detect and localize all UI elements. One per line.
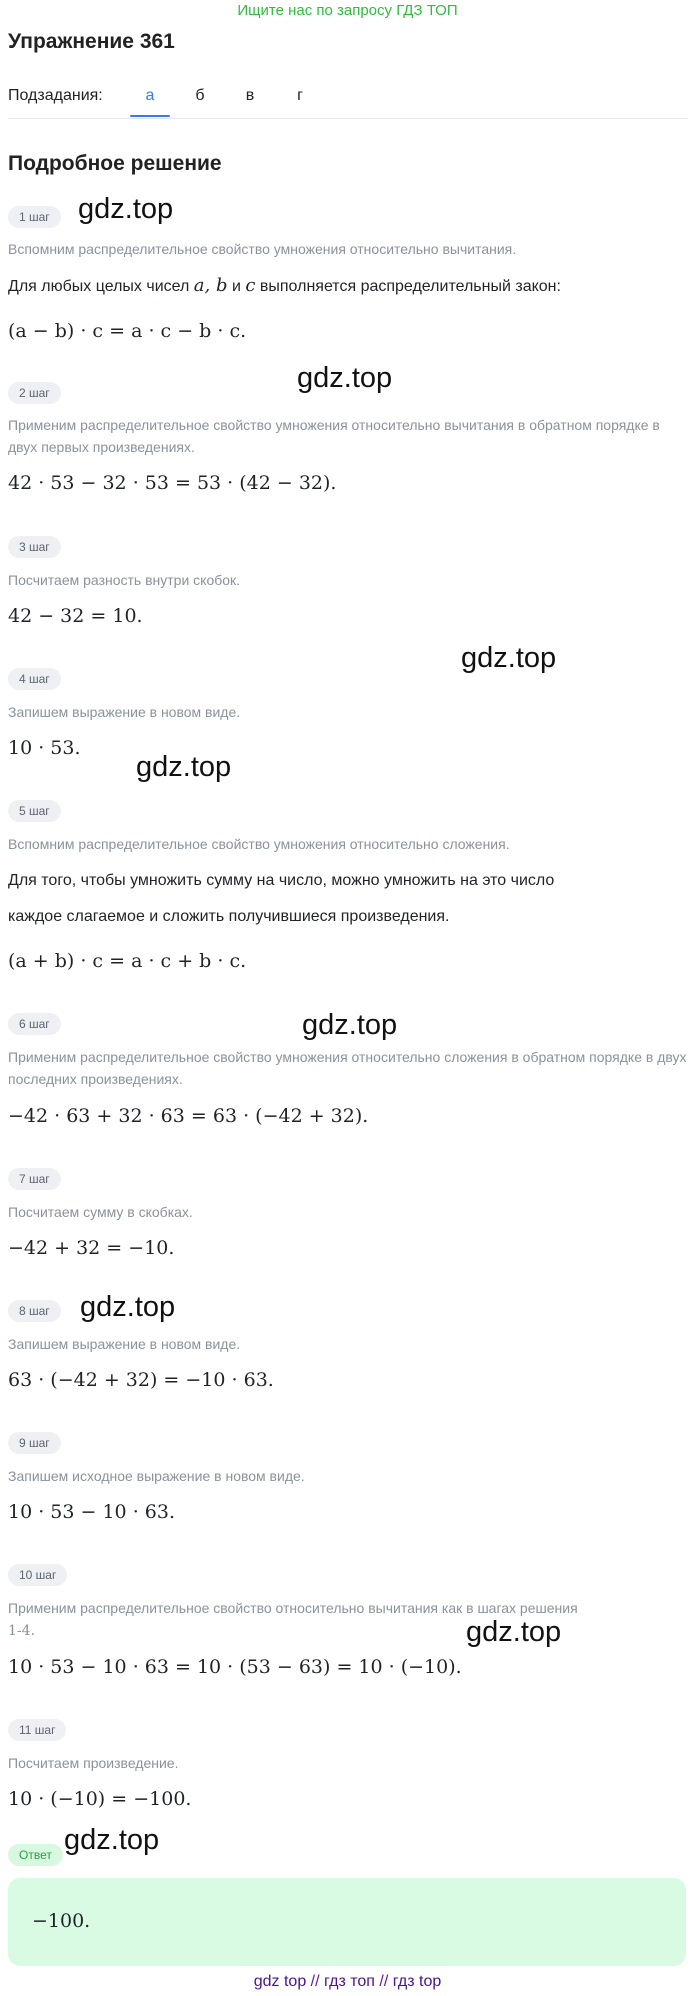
- step-formula: (a − b) · c = a · c − b · c.: [8, 320, 247, 342]
- step-badge: 8 шаг: [8, 1300, 61, 1322]
- answer-box: [8, 1878, 686, 1966]
- section-title: Подробное решение: [8, 152, 222, 175]
- step-description: Применим распределительное свойство умножения относительно вычитания в обратном порядке в двух первых произведениях.: [8, 417, 660, 455]
- watermark: gdz.top: [64, 1824, 160, 1856]
- step-text-post: выполняется распределительный закон:: [259, 278, 561, 295]
- step-badge: 3 шаг: [8, 536, 61, 558]
- promo-banner: Ищите нас по запросу ГДЗ ТОП: [237, 2, 458, 19]
- step-description: Запишем выражение в новом виде.: [8, 1336, 241, 1352]
- step-badge: 7 шаг: [8, 1168, 61, 1190]
- step-formula: −42 · 63 + 32 · 63 = 63 · (−42 + 32).: [8, 1105, 369, 1127]
- step-badge: 4 шаг: [8, 668, 61, 690]
- step-badge: 11 шаг: [8, 1719, 66, 1741]
- watermark: gdz.top: [461, 642, 557, 674]
- answer-badge: Ответ: [8, 1844, 63, 1866]
- step-badge: 5 шаг: [8, 800, 61, 822]
- watermark: gdz.top: [302, 1009, 398, 1041]
- step-badge: 1 шаг: [8, 206, 61, 228]
- step-formula: (a + b) · c = a · c + b · c.: [8, 950, 247, 972]
- step-description: Вспомним распределительное свойство умножения относительно сложения.: [8, 836, 510, 852]
- step-formula: 10 · 53 − 10 · 63.: [8, 1501, 175, 1523]
- footer-link-gdz-top-ru[interactable]: гдз топ: [324, 1973, 375, 1990]
- answer-formula: −100.: [32, 1910, 91, 1932]
- step-formula: 63 · (−42 + 32) = −10 · 63.: [8, 1369, 274, 1391]
- step-formula: 10 · 53 − 10 · 63 = 10 · (53 − 63) = 10 · (−10).: [8, 1656, 462, 1678]
- tab-v[interactable]: в: [245, 87, 255, 104]
- watermark: gdz.top: [78, 193, 174, 225]
- watermark: gdz.top: [466, 1616, 562, 1648]
- footer-separator: //: [310, 1973, 320, 1990]
- footer-links: [0, 1970, 695, 1994]
- footer-link-gdz-top-mixed[interactable]: гдз top: [392, 1973, 442, 1990]
- step-formula: −42 + 32 = −10.: [8, 1237, 175, 1259]
- watermark: gdz.top: [136, 751, 232, 783]
- step-description: Посчитаем сумму в скобках.: [8, 1204, 193, 1220]
- step-text-vars: a, b: [193, 275, 228, 296]
- subtasks-label: Подзадания:: [8, 87, 103, 104]
- footer-link-gdz-top[interactable]: gdz top: [253, 1973, 307, 1990]
- step-description: Запишем исходное выражение в новом виде.: [8, 1468, 305, 1484]
- step-badge: 6 шаг: [8, 1013, 61, 1035]
- step-formula: 10 · 53.: [8, 737, 81, 759]
- step-description: Посчитаем произведение.: [8, 1755, 179, 1771]
- step-formula: 42 − 32 = 10.: [8, 605, 143, 627]
- step-badge: 2 шаг: [8, 382, 61, 404]
- step-description: Запишем выражение в новом виде.: [8, 704, 241, 720]
- tab-a[interactable]: а: [130, 86, 170, 106]
- step-text: Для того, чтобы умножить сумму на число, можно умножить на это число: [8, 872, 555, 889]
- footer-separator: //: [379, 1973, 389, 1990]
- step-text: каждое слагаемое и сложить получившиеся произведения.: [8, 908, 450, 925]
- step-reference: 1-4.: [8, 1623, 35, 1639]
- subtasks-bar: [8, 86, 688, 119]
- step-description: Вспомним распределительное свойство умножения относительно вычитания.: [8, 241, 517, 257]
- step-description-text: Применим распределительное свойство относительно вычитания как в шагах решения: [8, 1600, 578, 1616]
- step-text-and: и: [231, 278, 241, 295]
- step-formula: 10 · (−10) = −100.: [8, 1788, 192, 1810]
- tab-g[interactable]: г: [297, 87, 303, 104]
- step-formula: 42 · 53 − 32 · 53 = 53 · (42 − 32).: [8, 472, 337, 494]
- step-badge: 10 шаг: [8, 1564, 67, 1586]
- step-description: Применим распределительное свойство умножения относительно сложения в обратном порядке в двух последних произведениях.: [8, 1049, 687, 1087]
- watermark: gdz.top: [80, 1291, 176, 1323]
- step-description: [8, 1597, 688, 1642]
- step-text-var-c: c: [245, 275, 256, 296]
- step-badge: 9 шаг: [8, 1432, 61, 1454]
- step-text: [8, 268, 688, 305]
- watermark: gdz.top: [297, 362, 393, 394]
- tab-b[interactable]: б: [195, 87, 205, 104]
- step-text-pre: Для любых целых чисел: [8, 278, 190, 295]
- page-title: Упражнение 361: [8, 30, 175, 53]
- step-description: Посчитаем разность внутри скобок.: [8, 572, 241, 588]
